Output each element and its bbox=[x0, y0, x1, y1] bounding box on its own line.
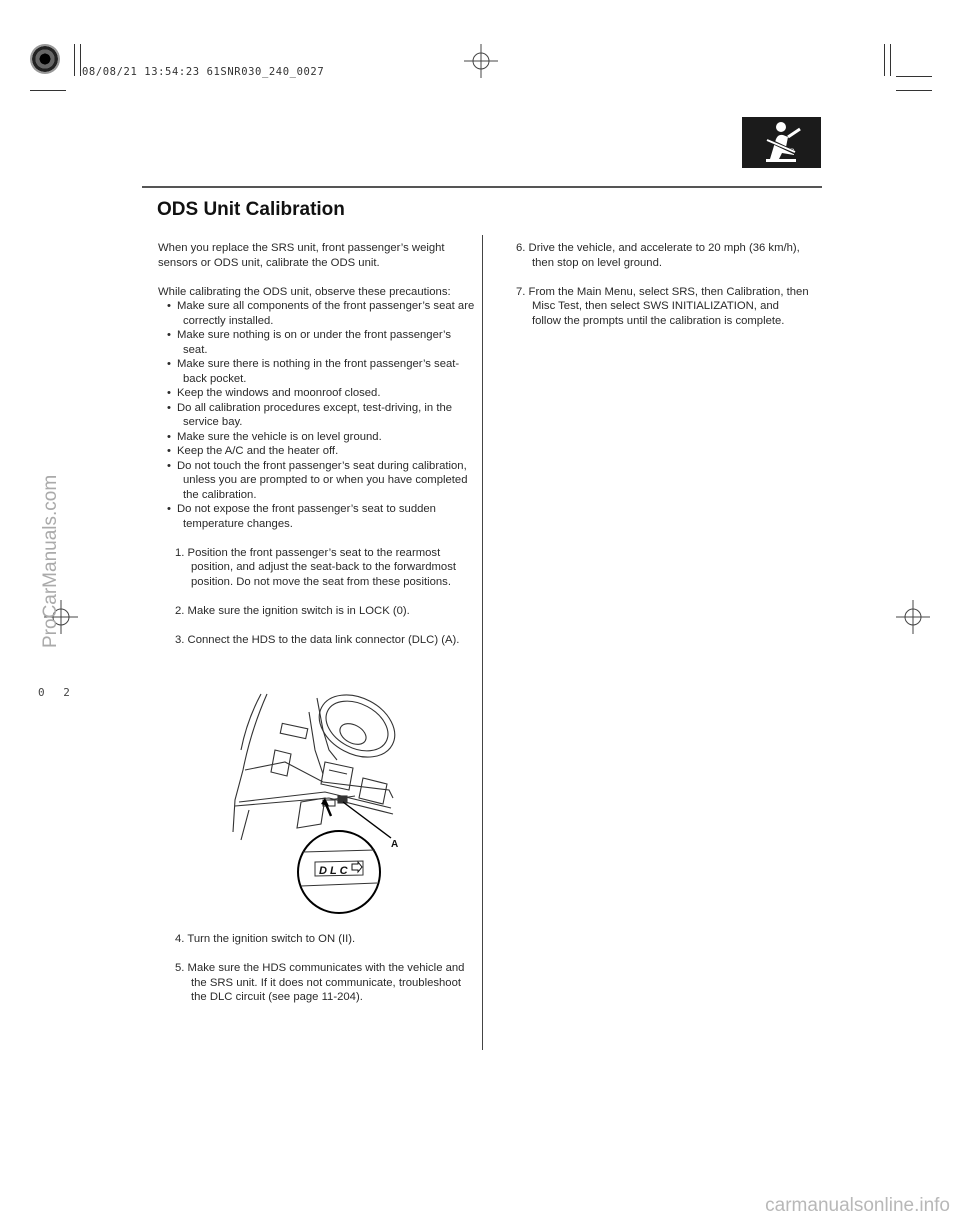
side-watermark: ProCarManuals.com bbox=[40, 474, 61, 648]
procedure-step: 7. From the Main Menu, select SRS, then Calibration, then Misc Test, then select SWS INITIALIZATION, and follow the prompts until the calibration is complete. bbox=[516, 285, 809, 327]
registration-target-top-left bbox=[30, 44, 60, 74]
page-number: 0 2 bbox=[38, 686, 76, 699]
procedure-step: 5. Make sure the HDS communicates with the vehicle and the SRS unit. If it does not communicate, troubleshoot the DLC circuit (see page 11-204). bbox=[175, 962, 465, 1003]
dlc-connector-label: DLC bbox=[319, 865, 351, 877]
column-divider bbox=[482, 235, 483, 1050]
seat-belt-icon bbox=[742, 117, 821, 168]
right-column bbox=[499, 241, 809, 328]
crosshair-mark-top bbox=[464, 44, 498, 78]
precaution-item: • Do not touch the front passenger’s seat during calibration, unless you are prompted to or when you have completed the calibration. bbox=[158, 459, 476, 503]
footer-watermark: carmanualsonline.info bbox=[765, 1195, 950, 1216]
crop-mark bbox=[890, 44, 891, 76]
crop-mark bbox=[896, 90, 932, 91]
precaution-item: • Keep the windows and moonroof closed. bbox=[158, 386, 476, 401]
crop-mark bbox=[896, 76, 932, 77]
procedure-step: 4. Turn the ignition switch to ON (II). bbox=[175, 933, 356, 945]
precaution-item: • Make sure there is nothing in the front passenger’s seat-back pocket. bbox=[158, 357, 476, 386]
precaution-item: • Do all calibration procedures except, test-driving, in the service bay. bbox=[158, 401, 476, 430]
callout-a: A bbox=[391, 839, 399, 850]
crop-mark bbox=[884, 44, 885, 76]
page-title: ODS Unit Calibration bbox=[157, 199, 345, 220]
precautions-intro: While calibrating the ODS unit, observe these precautions: bbox=[158, 285, 451, 298]
precaution-item: • Make sure the vehicle is on level ground. bbox=[158, 430, 476, 445]
left-column bbox=[158, 241, 476, 647]
precaution-item: • Make sure nothing is on or under the front passenger’s seat. bbox=[158, 328, 476, 357]
crop-mark bbox=[30, 90, 66, 91]
crop-mark bbox=[80, 44, 81, 76]
crop-mark bbox=[74, 44, 75, 76]
intro-text: When you replace the SRS unit, front passenger’s weight sensors or ODS unit, calibrate the ODS unit. bbox=[158, 242, 445, 269]
header-rule bbox=[142, 186, 822, 188]
crosshair-mark-right bbox=[896, 600, 930, 634]
procedure-step: 6. Drive the vehicle, and accelerate to 20 mph (36 km/h), then stop on level ground. bbox=[516, 242, 800, 269]
precaution-item: • Keep the A/C and the heater off. bbox=[158, 444, 476, 459]
left-column-steps-continued bbox=[158, 932, 476, 1005]
precaution-item: • Do not expose the front passenger’s seat to sudden temperature changes. bbox=[158, 502, 476, 531]
procedure-step: 3. Connect the HDS to the data link connector (DLC) (A). bbox=[175, 633, 460, 646]
procedure-step: 2. Make sure the ignition switch is in LOCK (0). bbox=[175, 604, 410, 617]
procedure-step: 1. Position the front passenger’s seat to the rearmost position, and adjust the seat-back to the forwardmost position. Do not move the seat from these positions. bbox=[175, 546, 456, 588]
dlc-location-illustration bbox=[225, 690, 415, 915]
precaution-item: • Make sure all components of the front passenger’s seat are correctly installed. bbox=[158, 299, 476, 328]
print-timestamp: 08/08/21 13:54:23 61SNR030_240_0027 bbox=[82, 66, 325, 78]
